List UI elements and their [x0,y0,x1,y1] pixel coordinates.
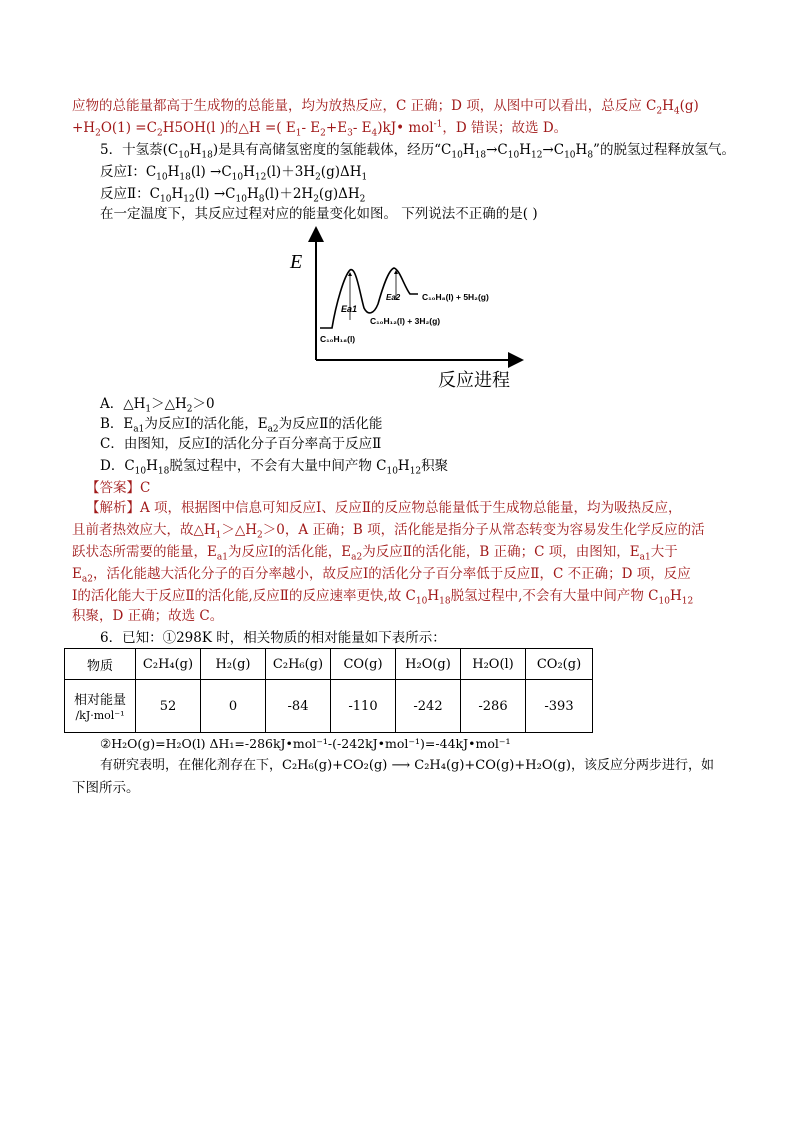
ea1-label: Ea1 [341,304,358,314]
relative-energy-table [64,648,593,733]
table-cell: 0 [201,680,266,733]
table-row-label: 相对能量 /kJ·mol⁻¹ [65,680,136,733]
question-5-intro: 5．十氢萘$(C_{10}H_{18})$是具有高储氢密度的氢能载体，经历“$C_{10}H_{18}\to C_{10}H_{12}\to C_{10}H_8$”的脱氢过程释放氢气。 [100,142,735,161]
table-header-cell: C₂H₆(g) [266,649,331,680]
question-6-body-2: 下图所示。 [72,780,140,796]
table-header-cell: CO₂(g) [526,649,593,680]
explanation-line-2: 且前者热效应大，故$\triangle H_1>\triangle H_2>0$，A 正确；B 项，活化能是指分子从常态转变为容易发生化学反应的活 [72,522,705,541]
explanation-line-3: 跃状态所需要的能量，$E_{a1}$为反应Ⅰ的活化能，$E_{a2}$为反应Ⅱ的活化能，B 正确；C 项，由图知，$E_{a1}$大于 [72,544,678,563]
table-cell: -286 [461,680,526,733]
explanation-line-1: 【解析】A 项，根据图中信息可知反应Ⅰ、反应Ⅱ的反应物总能量低于生成物总能量，均为吸热反应， [86,500,682,516]
question-6-equation-2: ②H₂O(g)=H₂O(l) ΔH₁=-286kJ•mol⁻¹-(-242kJ•mol⁻¹)=-44kJ•mol⁻¹ [100,736,511,751]
answer-line: 【答案】C [86,480,151,496]
state-c10h18: C₁₀H₁₈(l) [320,334,356,344]
state-c10h8: C₁₀H₈(l) + 5H₂(g) [422,292,489,302]
table-value-row [65,680,593,733]
reaction-2: 反应Ⅱ：$C_{10}H_{12}(l) \to C_{10}H_8(l)+2H_2(g)\Delta H_2$ [100,186,366,205]
option-c: C．由图知，反应Ⅰ的活化分子百分率高于反应Ⅱ [100,436,382,452]
ea2-label: Ea2 [386,293,401,302]
question-6-intro: 6．已知：①298K 时，相关物质的相对能量如下表所示： [100,630,446,646]
explanation-continued-line-1: 应物的总能量都高于生成物的总能量，均为放热反应，C 正确；D 项，从图中可以看出，总反应 $C_2H_4(g)$ [72,98,699,117]
energy-profile-diagram [286,224,526,390]
table-header-cell: H₂O(l) [461,649,526,680]
table-cell: -393 [526,680,593,733]
explanation-line-5: Ⅰ的活化能大于反应Ⅱ的活化能,反应Ⅱ的反应速率更快,故 $C_{10}H_{18}$脱氢过程中,不会有大量中间产物 $C_{10}H_{12}$ [72,588,694,607]
table-cell: -110 [331,680,396,733]
table-header-row [65,649,593,680]
table-cell: 52 [136,680,201,733]
option-b: B．$E_{a1}$为反应Ⅰ的活化能，$E_{a2}$为反应Ⅱ的活化能 [100,416,383,435]
explanation-continued-line-2: $+H_2O(1) =C_2H5OH(l$ )的△H =( $E_1-$ $E_2+E_3-$ $E_4)kJ•$ mol$^{-1}$，D 错误；故选 D。 [72,119,568,139]
question-6-body-1: 有研究表明，在催化剂存在下，C₂H₆(g)+CO₂(g) ⟶ C₂H₄(g)+CO(g)+H₂O(g)，该反应分两步进行，如 [100,758,714,773]
option-d: D．$C_{10}H_{18}$脱氢过程中，不会有大量中间产物 $C_{10}H_{12}$积聚 [100,458,449,477]
table-header-cell: CO(g) [331,649,396,680]
reaction-1: 反应Ⅰ：$C_{10}H_{18}(l) \to C_{10}H_{12}(l)+3H_2(g)\Delta H_1$ [100,164,368,183]
state-c10h12: C₁₀H₁₂(l) + 3H₂(g) [370,316,441,326]
question-5-stem: 在一定温度下，其反应过程对应的能量变化如图。 下列说法不正确的是( ) [100,206,538,222]
y-axis-label: E [290,251,303,273]
explanation-line-4: $E_{a2}$，活化能越大活化分子的百分率越小，故反应Ⅰ的活化分子百分率低于反应Ⅱ，C 不正确；D 项，反应 [72,566,691,585]
table-header-cell: H₂(g) [201,649,266,680]
table-cell: -84 [266,680,331,733]
table-header-cell: 物质 [65,649,136,680]
x-axis-label: 反应进程 [438,370,510,390]
explanation-line-6: 积聚，D 正确；故选 C。 [72,608,224,624]
table-cell: -242 [396,680,461,733]
table-header-cell: C₂H₄(g) [136,649,201,680]
table-header-cell: H₂O(g) [396,649,461,680]
option-a: A．$\triangle H_1>\triangle H_2>0$ [100,396,215,415]
